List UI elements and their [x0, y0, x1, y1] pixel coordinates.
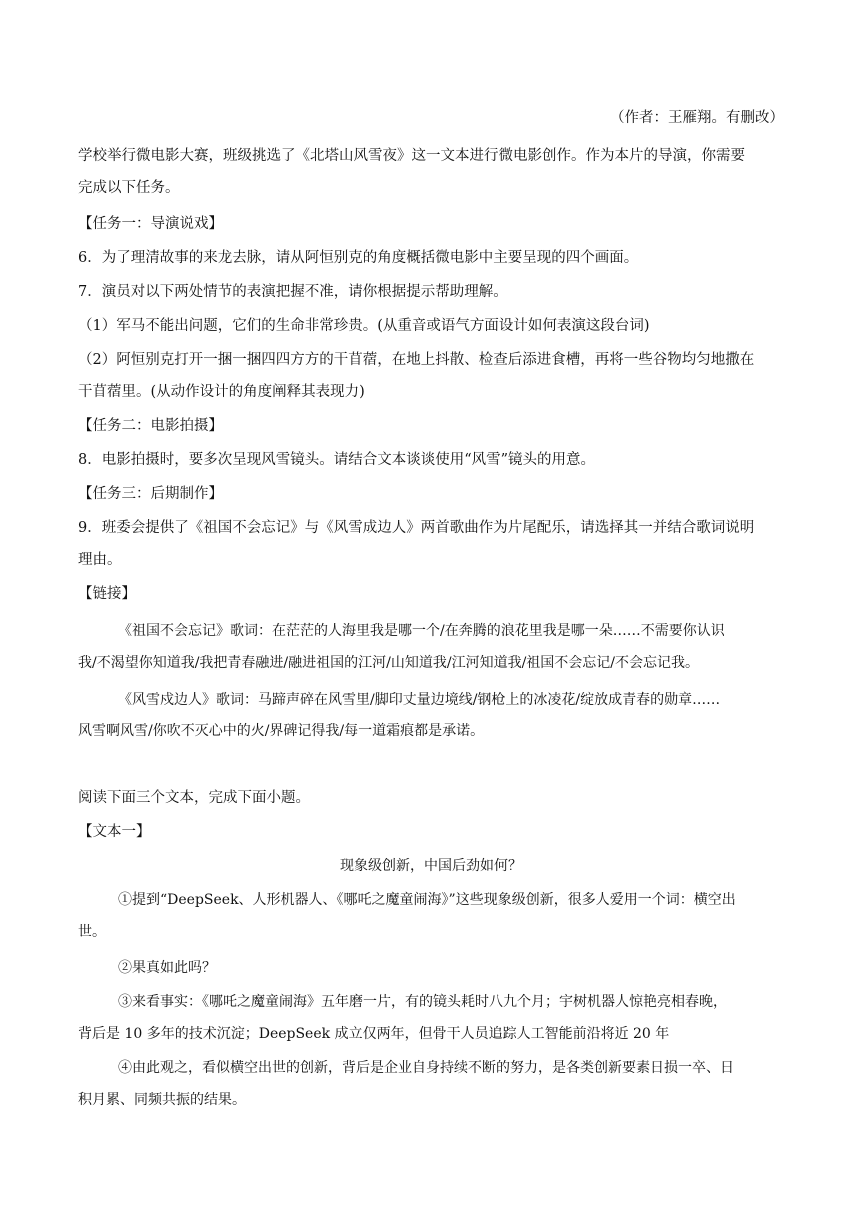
link-heading: 【链接】 [78, 586, 136, 602]
paragraph-2: ②果真如此吗？ [118, 960, 216, 976]
lyrics-2-line-2: 风雪啊风雪/你吹不灭心中的火/界碑记得我/每一道霜痕都是承诺。 [78, 723, 485, 739]
task1-heading: 【任务一：导演说戏】 [78, 216, 223, 232]
reading-instruction: 阅读下面三个文本，完成下面小题。 [78, 790, 310, 806]
text1-heading: 【文本一】 [78, 824, 151, 840]
question-9-line-1: 9．班委会提供了《祖国不会忘记》与《风雪成边人》两首歌曲作为片尾配乐，请选择其一并结合歌词说明 [78, 520, 755, 536]
intro-line-1: 学校举行微电影大赛，班级挑选了《北塔山风雪夜》这一文本进行微电影创作。作为本片的导演，你需要 [78, 148, 745, 164]
question-9-line-2: 理由。 [78, 552, 122, 568]
question-7-part-2-line-2: 干苜蓿里。(从动作设计的角度阐释其表现力) [78, 384, 365, 400]
question-7-part-1: （1）军马不能出问题，它们的生命非常珍贵。(从重音或语气方面设计如何表演这段台词) [78, 318, 650, 334]
paragraph-3-line-2: 背后是 10 多年的技术沉淀；DeepSeek 成立仅两年，但骨干人员追踪人工智能前沿将近 20 年 [78, 1026, 670, 1042]
lyrics-1-line-2: 我/不渴望你知道我/我把青春融进/融进祖国的江河/山知道我/江河知道我/祖国不会忘记/不会忘记我。 [78, 655, 700, 671]
intro-line-2: 完成以下任务。 [78, 180, 180, 196]
task2-heading: 【任务二：电影拍摄】 [78, 418, 223, 434]
paragraph-4-line-1: ④由此观之，看似横空出世的创新，背后是企业自身持续不断的努力，是各类创新要素日损一卒、日 [118, 1060, 734, 1076]
question-8: 8．电影拍摄时，要多次呈现风雪镜头。请结合文本谈谈使用“风雪”镜头的用意。 [78, 452, 596, 468]
author-line: （作者：王雁翔。有删改） [610, 110, 784, 126]
task3-heading: 【任务三：后期制作】 [78, 486, 223, 502]
paragraph-1-line-2: 世。 [78, 924, 106, 940]
paragraph-4-line-2: 积月累、同频共振的结果。 [78, 1092, 246, 1108]
question-7-part-2-line-1: （2）阿恒别克打开一捆一捆四四方方的干苜蓿，在地上抖散、检查后添进食槽，再将一些谷物均匀地撒在 [78, 352, 755, 368]
paragraph-1-line-1: ①提到“DeepSeek、人形机器人、《哪吒之魔童闹海》”这些现象级创新，很多人爱用一个词：横空出 [118, 892, 736, 908]
lyrics-2-line-1: 《风雪戍边人》歌词：马蹄声碎在风雪里/脚印丈量边境线/钢枪上的冰凌花/绽放成青春的勋章…… [118, 692, 721, 708]
paragraph-3-line-1: ③来看事实：《哪吒之魔童闹海》五年磨一片，有的镜头耗时八九个月；宇树机器人惊艳亮相春晚， [118, 994, 727, 1010]
article-title: 现象级创新，中国后劲如何？ [340, 858, 522, 874]
question-7: 7．演员对以下两处情节的表演把握不准，请你根据提示帮助理解。 [78, 284, 508, 300]
question-6: 6．为了理清故事的来龙去脉，请从阿恒别克的角度概括微电影中主要呈现的四个画面。 [78, 250, 639, 266]
lyrics-1-line-1: 《祖国不会忘记》歌词：在茫茫的人海里我是哪一个/在奔腾的浪花里我是哪一朵……不需要你认识 [118, 623, 725, 639]
